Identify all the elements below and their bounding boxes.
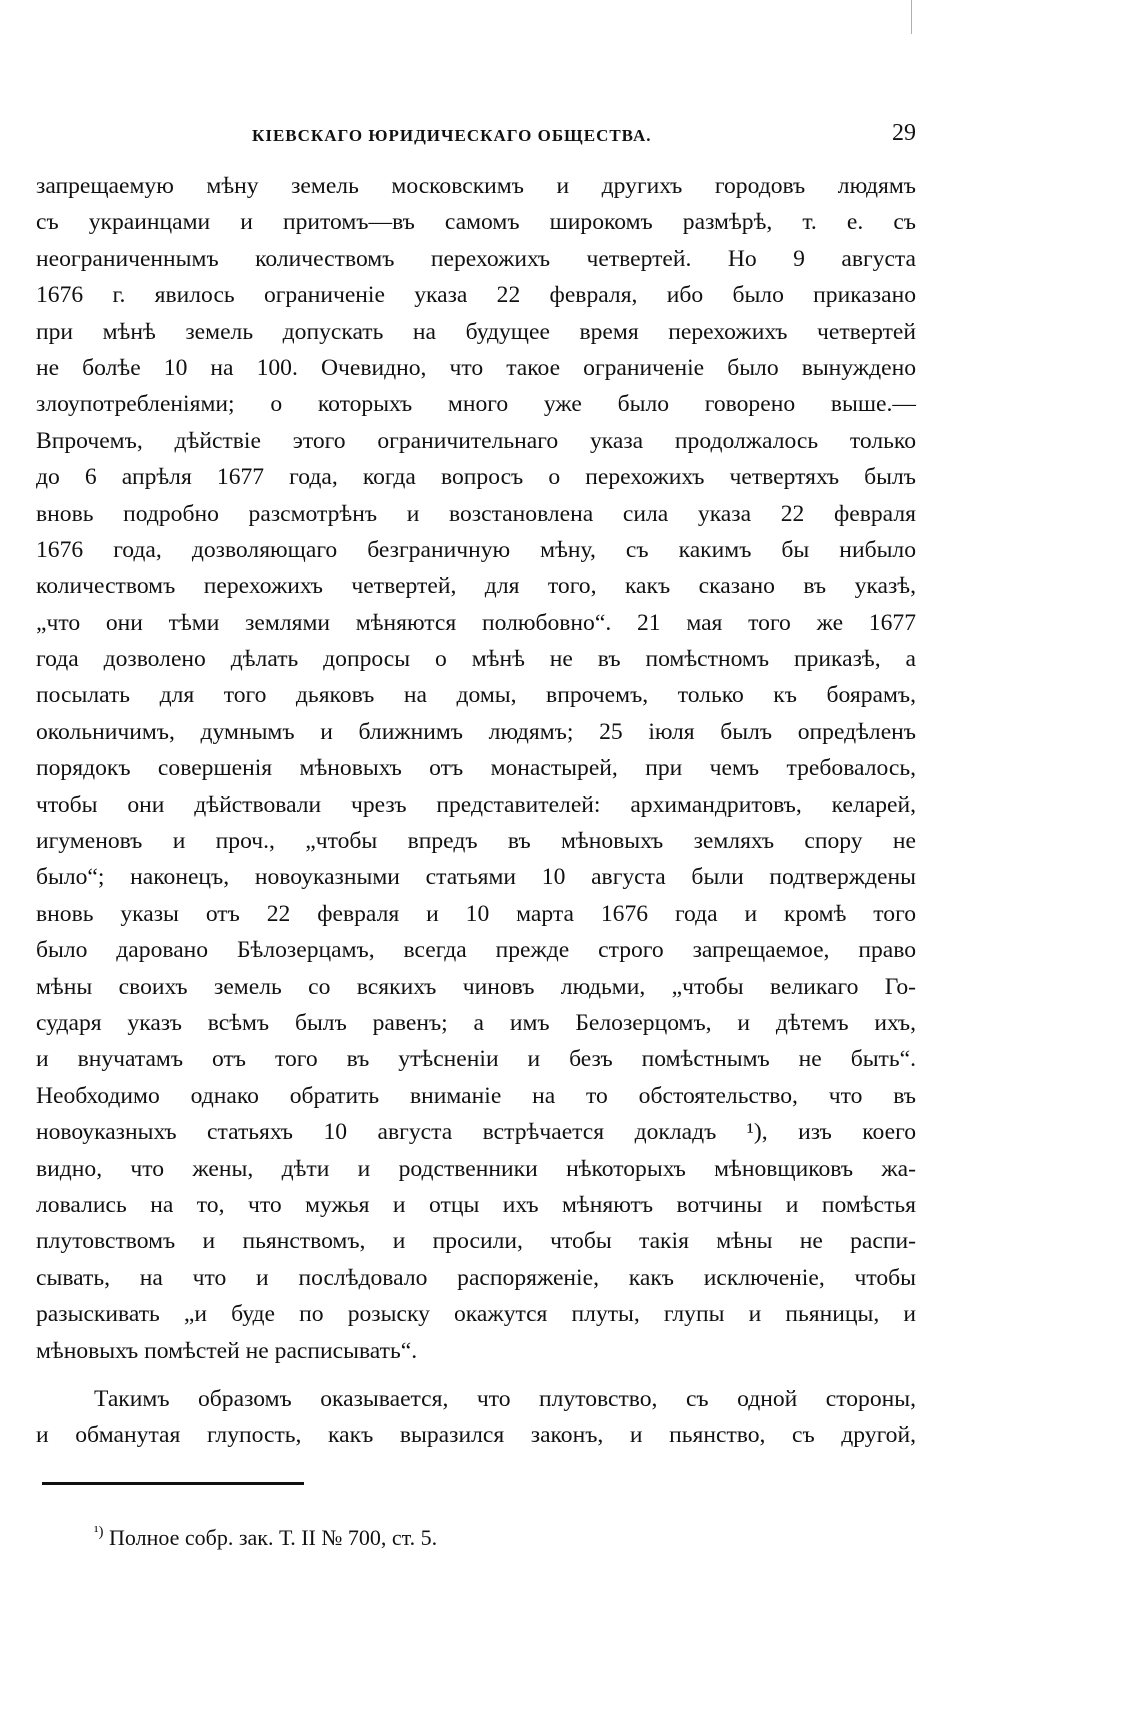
text-line: „что они тѣми землями мѣняются полюбовно“. 21 мая того же 1677: [36, 609, 916, 636]
text-line: Впрочемъ, дѣйствіе этого ограничительнаго указа продолжалось только: [36, 427, 916, 454]
text-line: не болѣе 10 на 100. Очевидно, что такое ограниченіе было вынуждено: [36, 354, 916, 381]
text-line: вновь подробно разсмотрѣнъ и возстановлена сила указа 22 февраля: [36, 500, 916, 527]
book-page: [36, 0, 916, 1718]
text-line: мѣновыхъ помѣстей не расписывать“.: [36, 1337, 418, 1364]
text-line: 1676 г. явилось ограниченіе указа 22 февраля, ибо было приказано: [36, 282, 916, 309]
text-line: новоуказныхъ статьяхъ 10 августа встрѣчается докладъ ¹), изъ коего: [36, 1119, 916, 1146]
page-number: 29: [892, 120, 916, 146]
text-line: мѣны своихъ земель со всякихъ чиновъ людьми, „чтобы великаго Го-: [36, 973, 916, 1000]
text-line: чтобы они дѣйствовали чрезъ представителей: архимандритовъ, келарей,: [36, 791, 916, 818]
text-line: и обманутая глупость, какъ выразился законъ, и пьянство, съ другой,: [36, 1422, 916, 1449]
paragraph-gap: [36, 1369, 916, 1381]
text-line: окольничимъ, думнымъ и ближнимъ людямъ; 25 іюля былъ опредѣленъ: [36, 718, 916, 745]
text-line: видно, что жены, дѣти и родственники нѣкоторыхъ мѣновщиковъ жа-: [36, 1155, 916, 1182]
body-text: [36, 168, 916, 1454]
text-line: разыскивать „и буде по розыску окажутся плуты, глупы и пьяницы, и: [36, 1301, 916, 1328]
paragraph-2: [36, 1381, 916, 1454]
text-line: порядокъ совершенія мѣновыхъ отъ монастырей, при чемъ требовалось,: [36, 755, 916, 782]
text-line: съ украинцами и притомъ—въ самомъ широкомъ размѣрѣ, т. е. съ: [36, 209, 916, 236]
text-line: было даровано Бѣлозерцамъ, всегда прежде строго запрещаемое, право: [36, 937, 916, 964]
text-line: сударя указъ всѣмъ былъ равенъ; а имъ Белозерцомъ, и дѣтемъ ихъ,: [36, 1009, 916, 1036]
text-line: года дозволено дѣлать допросы о мѣнѣ не въ помѣстномъ приказѣ, а: [36, 646, 916, 673]
text-line: было“; наконецъ, новоуказными статьями 10 августа были подтверждены: [36, 864, 916, 891]
footnote: [94, 1524, 437, 1551]
footnote-marker: ¹): [94, 1524, 104, 1540]
text-line: игуменовъ и проч., „чтобы впредъ въ мѣновыхъ земляхъ спору не: [36, 828, 916, 855]
running-head: [36, 120, 916, 160]
text-line: посылать для того дьяковъ на домы, впрочемъ, только къ боярамъ,: [36, 682, 916, 709]
text-line: запрещаемую мѣну земель московскимъ и другихъ городовъ людямъ: [36, 173, 916, 199]
text-line: вновь указы отъ 22 февраля и 10 марта 1676 года и кромѣ того: [36, 900, 916, 927]
text-line: Такимъ образомъ оказывается, что плутовство, съ одной стороны,: [94, 1385, 916, 1412]
text-line: неограниченнымъ количествомъ перехожихъ четвертей. Но 9 августа: [36, 245, 916, 272]
text-line: 1676 года, дозволяющаго безграничную мѣну, съ какимъ бы нибыло: [36, 536, 916, 563]
text-line: Необходимо однако обратить вниманіе на то обстоятельство, что въ: [36, 1082, 916, 1109]
running-title: КІЕВСКАГО ЮРИДИЧЕСКАГО ОБЩЕСТВА.: [252, 126, 652, 145]
text-line: при мѣнѣ земель допускать на будущее время перехожихъ четвертей: [36, 318, 916, 345]
text-line: плутовствомъ и пьянствомъ, и просили, чтобы такія мѣны не распи-: [36, 1228, 916, 1255]
footnote-rule: [42, 1482, 304, 1485]
text-line: и внучатамъ отъ того въ утѣсненіи и безъ помѣстнымъ не быть“.: [36, 1046, 916, 1073]
paragraph-1: [36, 168, 916, 1369]
footnote-text: Полное собр. зак. Т. II № 700, ст. 5.: [109, 1525, 438, 1550]
text-line: до 6 апрѣля 1677 года, когда вопросъ о перехожихъ четвертяхъ былъ: [36, 464, 916, 491]
text-line: ловались на то, что мужья и отцы ихъ мѣняютъ вотчины и помѣстья: [36, 1191, 916, 1218]
text-line: сывать, на что и послѣдовало распоряженіе, какъ исключеніе, чтобы: [36, 1264, 916, 1291]
text-line: злоупотребленіями; о которыхъ много уже было говорено выше.—: [36, 391, 916, 418]
text-line: количествомъ перехожихъ четвертей, для того, какъ сказано въ указѣ,: [36, 573, 916, 600]
